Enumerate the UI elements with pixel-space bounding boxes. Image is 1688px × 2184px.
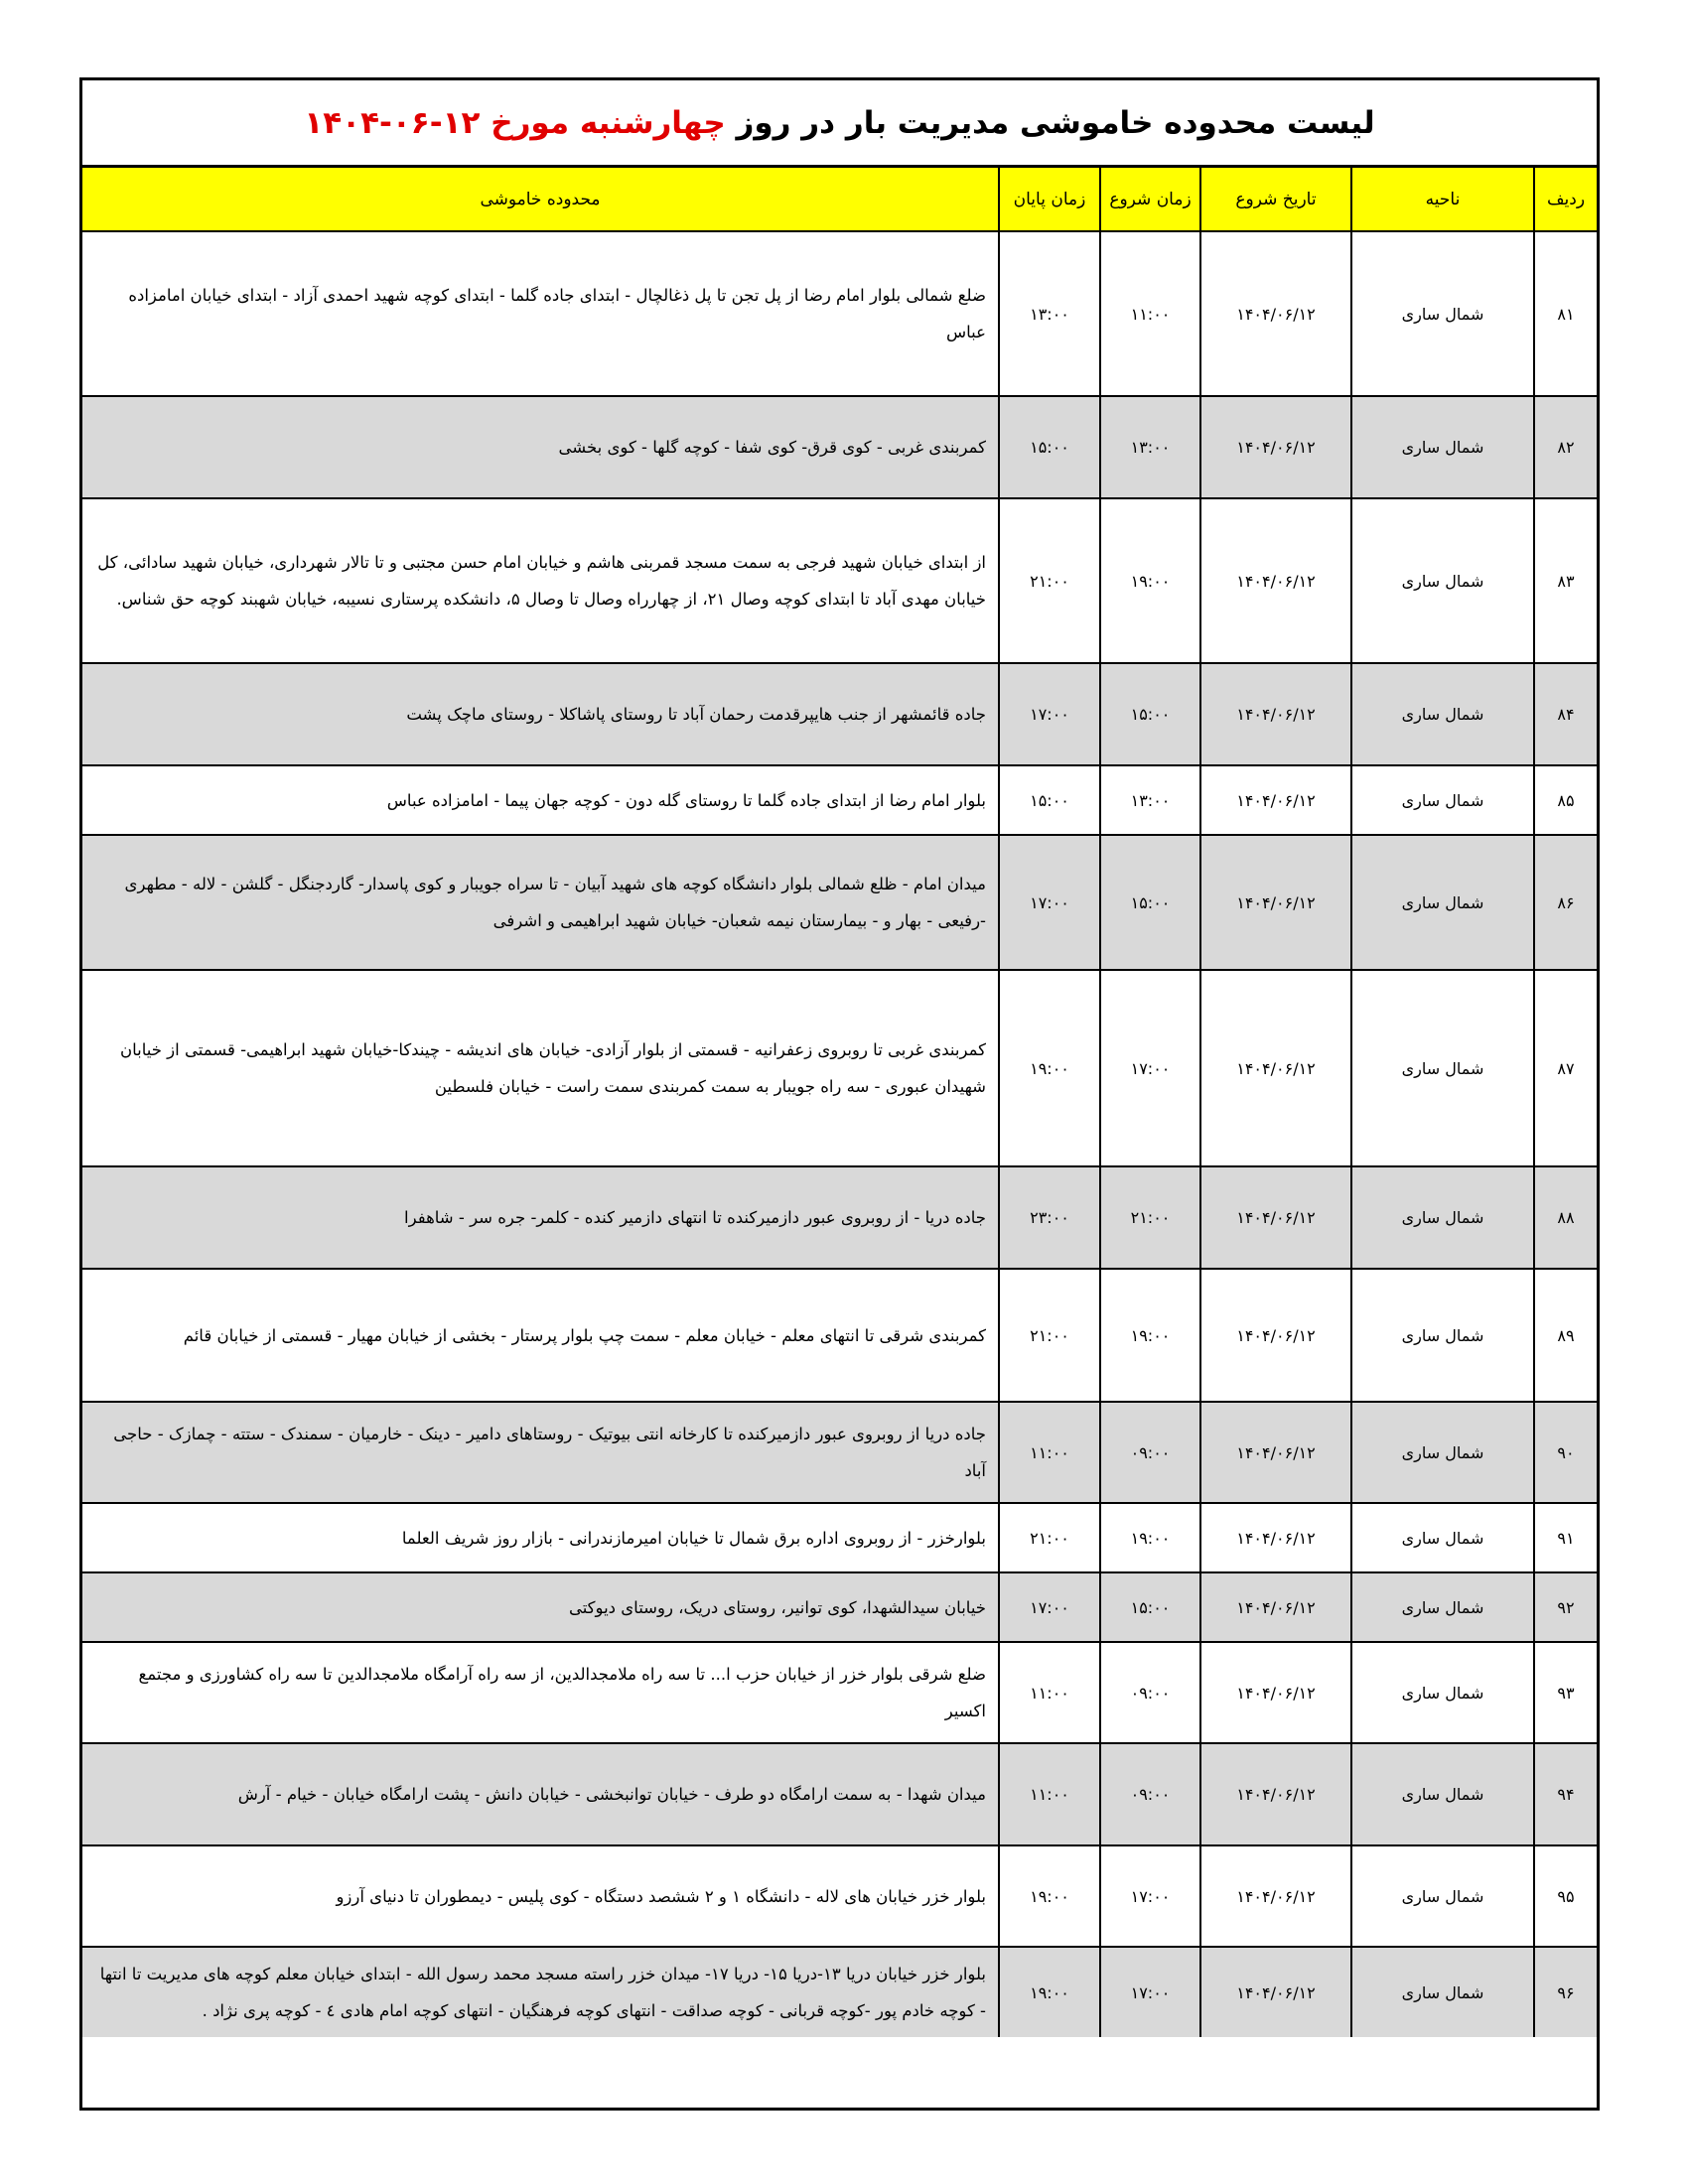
cell-start-date: ۱۴۰۴/۰۶/۱۲ [1200,1642,1351,1743]
cell-row-number: ۸۴ [1534,663,1597,765]
cell-row-number: ۹۶ [1534,1947,1597,2037]
cell-end-time: ۲۱:۰۰ [999,1269,1100,1402]
cell-start-time: ۰۹:۰۰ [1100,1743,1200,1845]
cell-area: کمربندی شرقی تا انتهای معلم - خیابان معلم - سمت چپ بلوار پرستار - بخشی از خیابان مهیار - قسمتی از خیابان قائم [82,1269,999,1402]
col-header-district: ناحیه [1351,168,1534,231]
cell-area: بلوار خزر خیابان دریا ۱۳-دریا ۱۵- دریا ۱۷- میدان خزر راسته مسجد محمد رسول الله - ابتدای خیابان معلم کوچه های مدیریت تا انتها - کوچه خادم پور -کوچه قربانی - کوچه صداقت - انتهای کوچه فرهنگیان - انتهای کوچه امام هادی ٤ - کوچه پری نژاد . [82,1947,999,2037]
cell-start-time: ۱۷:۰۰ [1100,1947,1200,2037]
cell-area: بلوار خزر خیابان های لاله - دانشگاه ۱ و ۲ ششصد دستگاه - کوی پلیس - دیمطوران تا دنیای آرزو [82,1845,999,1947]
cell-start-time: ۰۹:۰۰ [1100,1642,1200,1743]
cell-area: بلوار امام رضا از ابتدای جاده گلما تا روستای گله دون - کوچه جهان پیما - امامزاده عباس [82,765,999,835]
cell-district: شمال ساری [1351,1845,1534,1947]
table-row [82,765,1597,835]
cell-start-time: ۱۷:۰۰ [1100,1845,1200,1947]
table-row [82,1503,1597,1572]
cell-row-number: ۹۲ [1534,1572,1597,1642]
cell-end-time: ۱۱:۰۰ [999,1402,1100,1503]
col-header-row: ردیف [1534,168,1597,231]
cell-district: شمال ساری [1351,1166,1534,1269]
cell-end-time: ۱۷:۰۰ [999,663,1100,765]
cell-start-date: ۱۴۰۴/۰۶/۱۲ [1200,1845,1351,1947]
cell-start-time: ۱۷:۰۰ [1100,970,1200,1166]
table-row [82,835,1597,970]
cell-start-date: ۱۴۰۴/۰۶/۱۲ [1200,663,1351,765]
outage-table [82,168,1597,2037]
cell-start-time: ۱۵:۰۰ [1100,663,1200,765]
table-header-row [82,168,1597,231]
table-row [82,1572,1597,1642]
cell-start-time: ۰۹:۰۰ [1100,1402,1200,1503]
cell-start-date: ۱۴۰۴/۰۶/۱۲ [1200,396,1351,498]
cell-start-date: ۱۴۰۴/۰۶/۱۲ [1200,970,1351,1166]
cell-start-time: ۱۵:۰۰ [1100,1572,1200,1642]
document-frame [79,77,1600,2111]
cell-end-time: ۲۳:۰۰ [999,1166,1100,1269]
table-row [82,396,1597,498]
cell-area: جاده دریا - از روبروی عبور دازمیرکنده تا انتهای دازمیر کنده - کلمر- جره سر - شاهفرا [82,1166,999,1269]
cell-end-time: ۲۱:۰۰ [999,1503,1100,1572]
cell-start-date: ۱۴۰۴/۰۶/۱۲ [1200,1503,1351,1572]
cell-end-time: ۱۷:۰۰ [999,1572,1100,1642]
cell-district: شمال ساری [1351,1572,1534,1642]
cell-district: شمال ساری [1351,1743,1534,1845]
table-row [82,663,1597,765]
cell-district: شمال ساری [1351,1947,1534,2037]
cell-area: ضلع شمالی بلوار امام رضا از پل تجن تا پل ذغالچال - ابتدای جاده گلما - ابتدای کوچه شهید احمدی آزاد - ابتدای خیابان امامزاده عباس [82,231,999,396]
cell-row-number: ۸۷ [1534,970,1597,1166]
cell-start-date: ۱۴۰۴/۰۶/۱۲ [1200,1947,1351,2037]
cell-area: از ابتدای خیابان شهید فرجی به سمت مسجد قمربنی هاشم و خیابان امام حسن مجتبی و تا تالار شهرداری، خیابان شهید سادائی، کل خیابان مهدی آباد تا ابتدای کوچه وصال ۲۱، از چهارراه وصال تا وصال ۵، دانشکده پرستاری نسیبه، خیابان شهبند کوچه حق شناس. [82,498,999,663]
cell-row-number: ۸۲ [1534,396,1597,498]
table-row [82,498,1597,663]
table-row [82,231,1597,396]
cell-district: شمال ساری [1351,1402,1534,1503]
table-row [82,970,1597,1166]
cell-area: میدان شهدا - به سمت ارامگاه دو طرف - خیابان توانبخشی - خیابان دانش - پشت ارامگاه خیابان - خیام - آرش [82,1743,999,1845]
cell-row-number: ۹۰ [1534,1402,1597,1503]
cell-row-number: ۸۱ [1534,231,1597,396]
cell-end-time: ۱۹:۰۰ [999,1845,1100,1947]
col-header-start-time: زمان شروع [1100,168,1200,231]
cell-district: شمال ساری [1351,663,1534,765]
cell-area: بلوارخزر - از روبروی اداره برق شمال تا خیابان امیرمازندرانی - بازار روز شریف العلما [82,1503,999,1572]
cell-end-time: ۱۵:۰۰ [999,765,1100,835]
cell-row-number: ۹۳ [1534,1642,1597,1743]
cell-district: شمال ساری [1351,231,1534,396]
cell-start-date: ۱۴۰۴/۰۶/۱۲ [1200,1269,1351,1402]
title-prefix: لیست محدوده خاموشی مدیریت بار در روز [736,104,1375,141]
cell-start-date: ۱۴۰۴/۰۶/۱۲ [1200,1572,1351,1642]
cell-district: شمال ساری [1351,1642,1534,1743]
table-row [82,1166,1597,1269]
cell-row-number: ۸۳ [1534,498,1597,663]
cell-start-time: ۱۹:۰۰ [1100,498,1200,663]
table-row [82,1845,1597,1947]
table-row [82,1642,1597,1743]
cell-district: شمال ساری [1351,498,1534,663]
cell-district: شمال ساری [1351,396,1534,498]
cell-district: شمال ساری [1351,765,1534,835]
cell-row-number: ۹۴ [1534,1743,1597,1845]
table-row [82,1269,1597,1402]
cell-area: جاده دریا از روبروی عبور دازمیرکنده تا کارخانه انتی بیوتیک - روستاهای دامیر - دینک - خارمیان - سمندک - ستته - چمازک - حاجی آباد [82,1402,999,1503]
cell-start-time: ۲۱:۰۰ [1100,1166,1200,1269]
cell-end-time: ۱۱:۰۰ [999,1743,1100,1845]
cell-start-date: ۱۴۰۴/۰۶/۱۲ [1200,498,1351,663]
cell-end-time: ۱۷:۰۰ [999,835,1100,970]
cell-area: میدان امام - ظلع شمالی بلوار دانشگاه کوچه های شهید آبیان - تا سراه جویبار و کوی پاسدار- گاردجنگل - گلشن - لاله - مطهری -رفیعی - بهار و - بیمارستان نیمه شعبان- خیابان شهید ابراهیمی و اشرفی [82,835,999,970]
cell-start-date: ۱۴۰۴/۰۶/۱۲ [1200,1402,1351,1503]
cell-start-time: ۱۳:۰۰ [1100,765,1200,835]
cell-area: کمربندی غربی تا روبروی زعفرانیه - قسمتی از بلوار آزادی- خیابان های اندیشه - چیندکا-خیابان شهید ابراهیمی- قسمتی از خیابان شهیدان عبوری - سه راه جویبار به سمت کمربندی سمت راست - خیابان فلسطین [82,970,999,1166]
cell-district: شمال ساری [1351,835,1534,970]
cell-area: جاده قائمشهر از جنب هایپرقدمت رحمان آباد تا روستای پاشاکلا - روستای ماچک پشت [82,663,999,765]
cell-row-number: ۸۹ [1534,1269,1597,1402]
cell-area: کمربندی غربی - کوی قرق- کوی شفا - کوچه گلها - کوی بخشی [82,396,999,498]
cell-start-date: ۱۴۰۴/۰۶/۱۲ [1200,835,1351,970]
col-header-end-time: زمان پایان [999,168,1100,231]
cell-row-number: ۹۵ [1534,1845,1597,1947]
table-row [82,1743,1597,1845]
table-row [82,1947,1597,2037]
cell-end-time: ۱۹:۰۰ [999,1947,1100,2037]
cell-district: شمال ساری [1351,1269,1534,1402]
cell-start-time: ۱۵:۰۰ [1100,835,1200,970]
cell-row-number: ۸۸ [1534,1166,1597,1269]
title-bar [82,80,1597,168]
table-row [82,1402,1597,1503]
cell-end-time: ۲۱:۰۰ [999,498,1100,663]
title-day-date: چهارشنبه مورخ ۱۲-۰۶-۱۴۰۴ [304,104,726,141]
cell-end-time: ۱۳:۰۰ [999,231,1100,396]
col-header-start-date: تاریخ شروع [1200,168,1351,231]
cell-area: خیابان سیدالشهدا، کوی توانیر، روستای دریک، روستای دیوکتی [82,1572,999,1642]
cell-start-date: ۱۴۰۴/۰۶/۱۲ [1200,1743,1351,1845]
cell-start-date: ۱۴۰۴/۰۶/۱۲ [1200,765,1351,835]
cell-end-time: ۱۹:۰۰ [999,970,1100,1166]
cell-start-date: ۱۴۰۴/۰۶/۱۲ [1200,1166,1351,1269]
cell-district: شمال ساری [1351,1503,1534,1572]
cell-start-time: ۱۱:۰۰ [1100,231,1200,396]
cell-row-number: ۸۵ [1534,765,1597,835]
cell-row-number: ۹۱ [1534,1503,1597,1572]
cell-row-number: ۸۶ [1534,835,1597,970]
cell-area: ضلع شرقی بلوار خزر از خیابان حزب ا... تا سه راه ملامجدالدین، از سه راه آرامگاه ملامجدالدین تا سه راه کشاورزی و مجتمع اکسیر [82,1642,999,1743]
cell-end-time: ۱۱:۰۰ [999,1642,1100,1743]
cell-start-date: ۱۴۰۴/۰۶/۱۲ [1200,231,1351,396]
cell-start-time: ۱۹:۰۰ [1100,1269,1200,1402]
col-header-area: محدوده خاموشی [82,168,999,231]
cell-district: شمال ساری [1351,970,1534,1166]
cell-end-time: ۱۵:۰۰ [999,396,1100,498]
page-title [304,105,1374,141]
cell-start-time: ۱۹:۰۰ [1100,1503,1200,1572]
cell-start-time: ۱۳:۰۰ [1100,396,1200,498]
